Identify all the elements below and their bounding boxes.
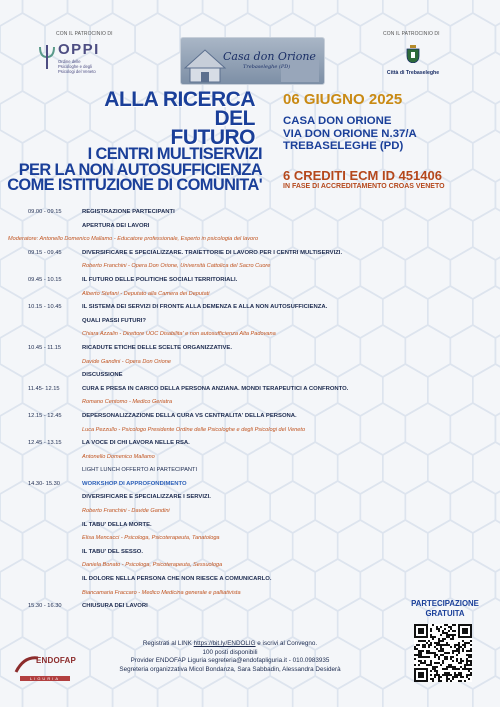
main-title-line2: FUTURO [170, 126, 255, 149]
program-time: 10.15 - 10.45 [28, 304, 62, 311]
program-time [28, 465, 82, 467]
program-text: DIVERSIFICARE E SPECIALIZZARE. TRAIETTORIE DI LAVORO PER I CENTRI MULTISERVIZI. [82, 249, 343, 256]
program-text: Alberto Stefani - Deputato alla Camera dei Deputati [82, 290, 210, 297]
house-subtitle: Trebaseleghe (PD) [243, 64, 291, 70]
oppi-logo [38, 41, 128, 81]
program-row [28, 316, 408, 330]
program-time [28, 520, 82, 522]
program-row [28, 289, 408, 303]
footer-secretariat: Segreteria organizzativa Micol Bondanza, Sara Sabbadin, Alessandra Desiderà [119, 665, 341, 673]
footer-registration: Registrati al LINK https://bit.ly/ENDOLIG e iscrivi al Convegno. [142, 640, 318, 647]
program-schedule [8, 207, 408, 615]
program-row [28, 465, 408, 479]
program-text: REGISTRAZIONE PARTECIPANTI [82, 209, 175, 215]
program-time: 09.15 - 09.45 [28, 249, 62, 256]
program-row [28, 520, 408, 534]
program-row [28, 207, 408, 221]
casa-don-orione-logo [180, 37, 325, 85]
program-text: DEPERSONALIZZAZIONE DELLA CURA VS CENTRALITA' DELLA PERSONA. [82, 412, 297, 419]
qr-code-icon[interactable] [414, 624, 472, 682]
program-time: 14.30- 15.30 [28, 480, 60, 487]
program-row [28, 411, 408, 425]
program-row [8, 234, 408, 248]
program-row [28, 357, 408, 371]
program-time [28, 547, 82, 549]
program-row [28, 506, 408, 520]
program-text: IL DOLORE NELLA PERSONA CHE NON RIESCE A COMUNICARLO. [82, 576, 272, 583]
program-text: Luca Pezzullo - Psicologo Presidente Ordine delle Psicologhe e degli Psicologi del Veneto [82, 426, 306, 433]
program-time: 10.45 - 11.15 [28, 344, 62, 351]
program-text: RICADUTE ETICHE DELLE SCELTE ORGANIZZATIVE. [82, 344, 232, 351]
venue-address: VIA DON ORIONE N.37/A [283, 127, 417, 140]
registration-link[interactable]: https://bit.ly/ENDOLIG [193, 640, 256, 647]
footer-info [60, 640, 400, 674]
psi-icon [38, 43, 56, 71]
program-row [28, 547, 408, 561]
footer-provider: Provider ENDOFAP Liguria segreteria@endofapliguria.it - 010.0983935 [130, 657, 330, 665]
program-row [28, 438, 408, 452]
program-row [28, 574, 408, 588]
main-title-line1: ALLA RICERCA DEL [104, 88, 255, 130]
program-text: IL FUTURO DELLE POLITICHE SOCIALI TERRITORIALI. [82, 276, 238, 283]
program-time [28, 452, 82, 454]
program-row [28, 588, 408, 602]
coat-of-arms-icon [406, 45, 420, 63]
program-time: 11.45- 12.15 [28, 385, 60, 392]
free-participation-label: PARTECIPAZIONE GRATUITA [411, 599, 479, 618]
program-text: LA VOCE DI CHI LAVORA NELLE RSA. [82, 440, 190, 447]
venue-city: TREBASELEGHE (PD) [283, 140, 404, 152]
program-time: 12.15 - 12.45 [28, 412, 62, 419]
program-text: DISCUSSIONE [82, 372, 123, 379]
oppi-wordmark: OPPI [58, 41, 100, 58]
program-time: 12.45 - 13.15 [28, 440, 62, 447]
program-row [28, 261, 408, 275]
program-row [28, 248, 408, 262]
program-time [28, 560, 82, 562]
program-text: Chiara Azzalin - Direttore UOC Disabilita' e non autosufficienza Alta Padovana [82, 331, 276, 338]
program-text: Roberto Franchini - Opera Don Orione, Università Cattolica del Sacro Cuore [82, 263, 271, 270]
house-title: Casa don Orione [223, 50, 316, 63]
program-time [28, 588, 82, 590]
endofap-sub-bar: LIGURIA [20, 676, 70, 681]
program-row [28, 384, 408, 398]
program-text: Biancamaria Fraccaro - Medico Medicina generale e palliativista [82, 589, 241, 596]
venue [283, 115, 417, 153]
sub-title-line1: I CENTRI MULTISERVIZI [87, 145, 262, 163]
program-row [28, 397, 408, 411]
program-text: APERTURA DEI LAVORI [82, 222, 150, 229]
program-row [28, 302, 408, 316]
program-row [28, 560, 408, 574]
program-text: WORKSHOP DI APPROFONDIMENTO [82, 480, 187, 487]
program-time [28, 316, 82, 318]
program-time [28, 506, 82, 508]
program-row [28, 425, 408, 439]
program-row [28, 329, 408, 343]
comune-logo [383, 45, 443, 76]
program-row [28, 343, 408, 357]
endofap-logo [14, 654, 77, 686]
program-text: IL TABU' DELLA MORTE. [82, 521, 152, 528]
program-row [28, 479, 408, 493]
program-text: CURA E PRESA IN CARICO DELLA PERSONA ANZIANA. MONDI TERAPEUTICI A CONFRONTO. [82, 385, 349, 392]
program-text: IL TABU' DEL SESSO. [82, 548, 143, 555]
program-time: 15.30 - 16.30 [28, 603, 62, 610]
program-time [28, 492, 82, 494]
ecm-credits: 6 CREDITI ECM ID 451406 [283, 168, 442, 183]
event-date: 06 GIUGNO 2025 [283, 91, 403, 108]
program-row [28, 492, 408, 506]
footer-seats: 100 posti disponibili [202, 648, 258, 656]
program-time [28, 221, 82, 223]
program-text: QUALI PASSI FUTURI? [82, 317, 147, 324]
sub-title-line2: PER LA NON AUTOSUFFICIENZA [18, 160, 262, 179]
program-row [28, 601, 408, 615]
program-time [28, 370, 82, 372]
accreditamento-note: IN FASE DI ACCREDITAMENTO CROAS VENETO [283, 183, 445, 190]
patrocinio-right-label: CON IL PATROCINIO DI [383, 31, 440, 37]
comune-label: Città di Trebaseleghe [386, 70, 440, 76]
program-row [28, 221, 408, 235]
program-text: Elisa Mencacci - Psicologa, Psicoterapeuta, Tanatologa [82, 535, 220, 542]
sub-title [4, 147, 262, 194]
program-time [28, 574, 82, 576]
program-text: Romano Centomo - Medico Geriatra [82, 399, 173, 406]
program-row [28, 533, 408, 547]
program-time [28, 533, 82, 535]
program-text: Davide Gandini - Opera Don Orione [82, 358, 171, 365]
program-row [28, 370, 408, 384]
program-text: DIVERSIFICARE E SPECIALIZZARE I SERVIZI. [82, 494, 211, 501]
program-time: 09.00 - 09.15 [28, 209, 62, 215]
program-time [28, 261, 82, 263]
program-text: CHIUSURA DEI LAVORI [82, 603, 148, 610]
program-time: 09.45 - 10.15 [28, 276, 62, 283]
program-time [28, 329, 82, 331]
program-time [28, 425, 82, 427]
endofap-wordmark: ENDOFAP [36, 656, 77, 665]
venue-name: CASA DON ORIONE [283, 115, 392, 127]
program-text: Roberto Franchini - Davide Gandini [82, 508, 170, 515]
program-time [28, 397, 82, 399]
program-row [28, 275, 408, 289]
program-row [28, 452, 408, 466]
program-time [28, 289, 82, 291]
program-text: Antonello Domenico Mallamo [82, 453, 155, 460]
program-text: LIGHT LUNCH OFFERTO AI PARTECIPANTI [82, 467, 198, 474]
sub-title-line3: COME ISTITUZIONE DI COMUNITA' [7, 176, 262, 194]
program-text: Daniela Bonato - Psicologa, Psicoterapeuta, Sessuologa [82, 562, 223, 569]
main-title [60, 90, 255, 147]
patrocinio-left-label: CON IL PATROCINIO DI [56, 31, 113, 37]
program-time [28, 357, 82, 359]
oppi-subtitle: Ordine delle Psicologhe e degli Psicologi del Veneto [58, 59, 96, 74]
program-text: IL SISTEMA DEI SERVIZI DI FRONTE ALLA DEMENZA E ALLA NON AUTOSUFFICIENZA. [82, 304, 328, 311]
program-text: Moderatore: Antonello Domenico Mallamo - Educatore professionale, Esperto in psicologia del lavoro [8, 236, 259, 243]
